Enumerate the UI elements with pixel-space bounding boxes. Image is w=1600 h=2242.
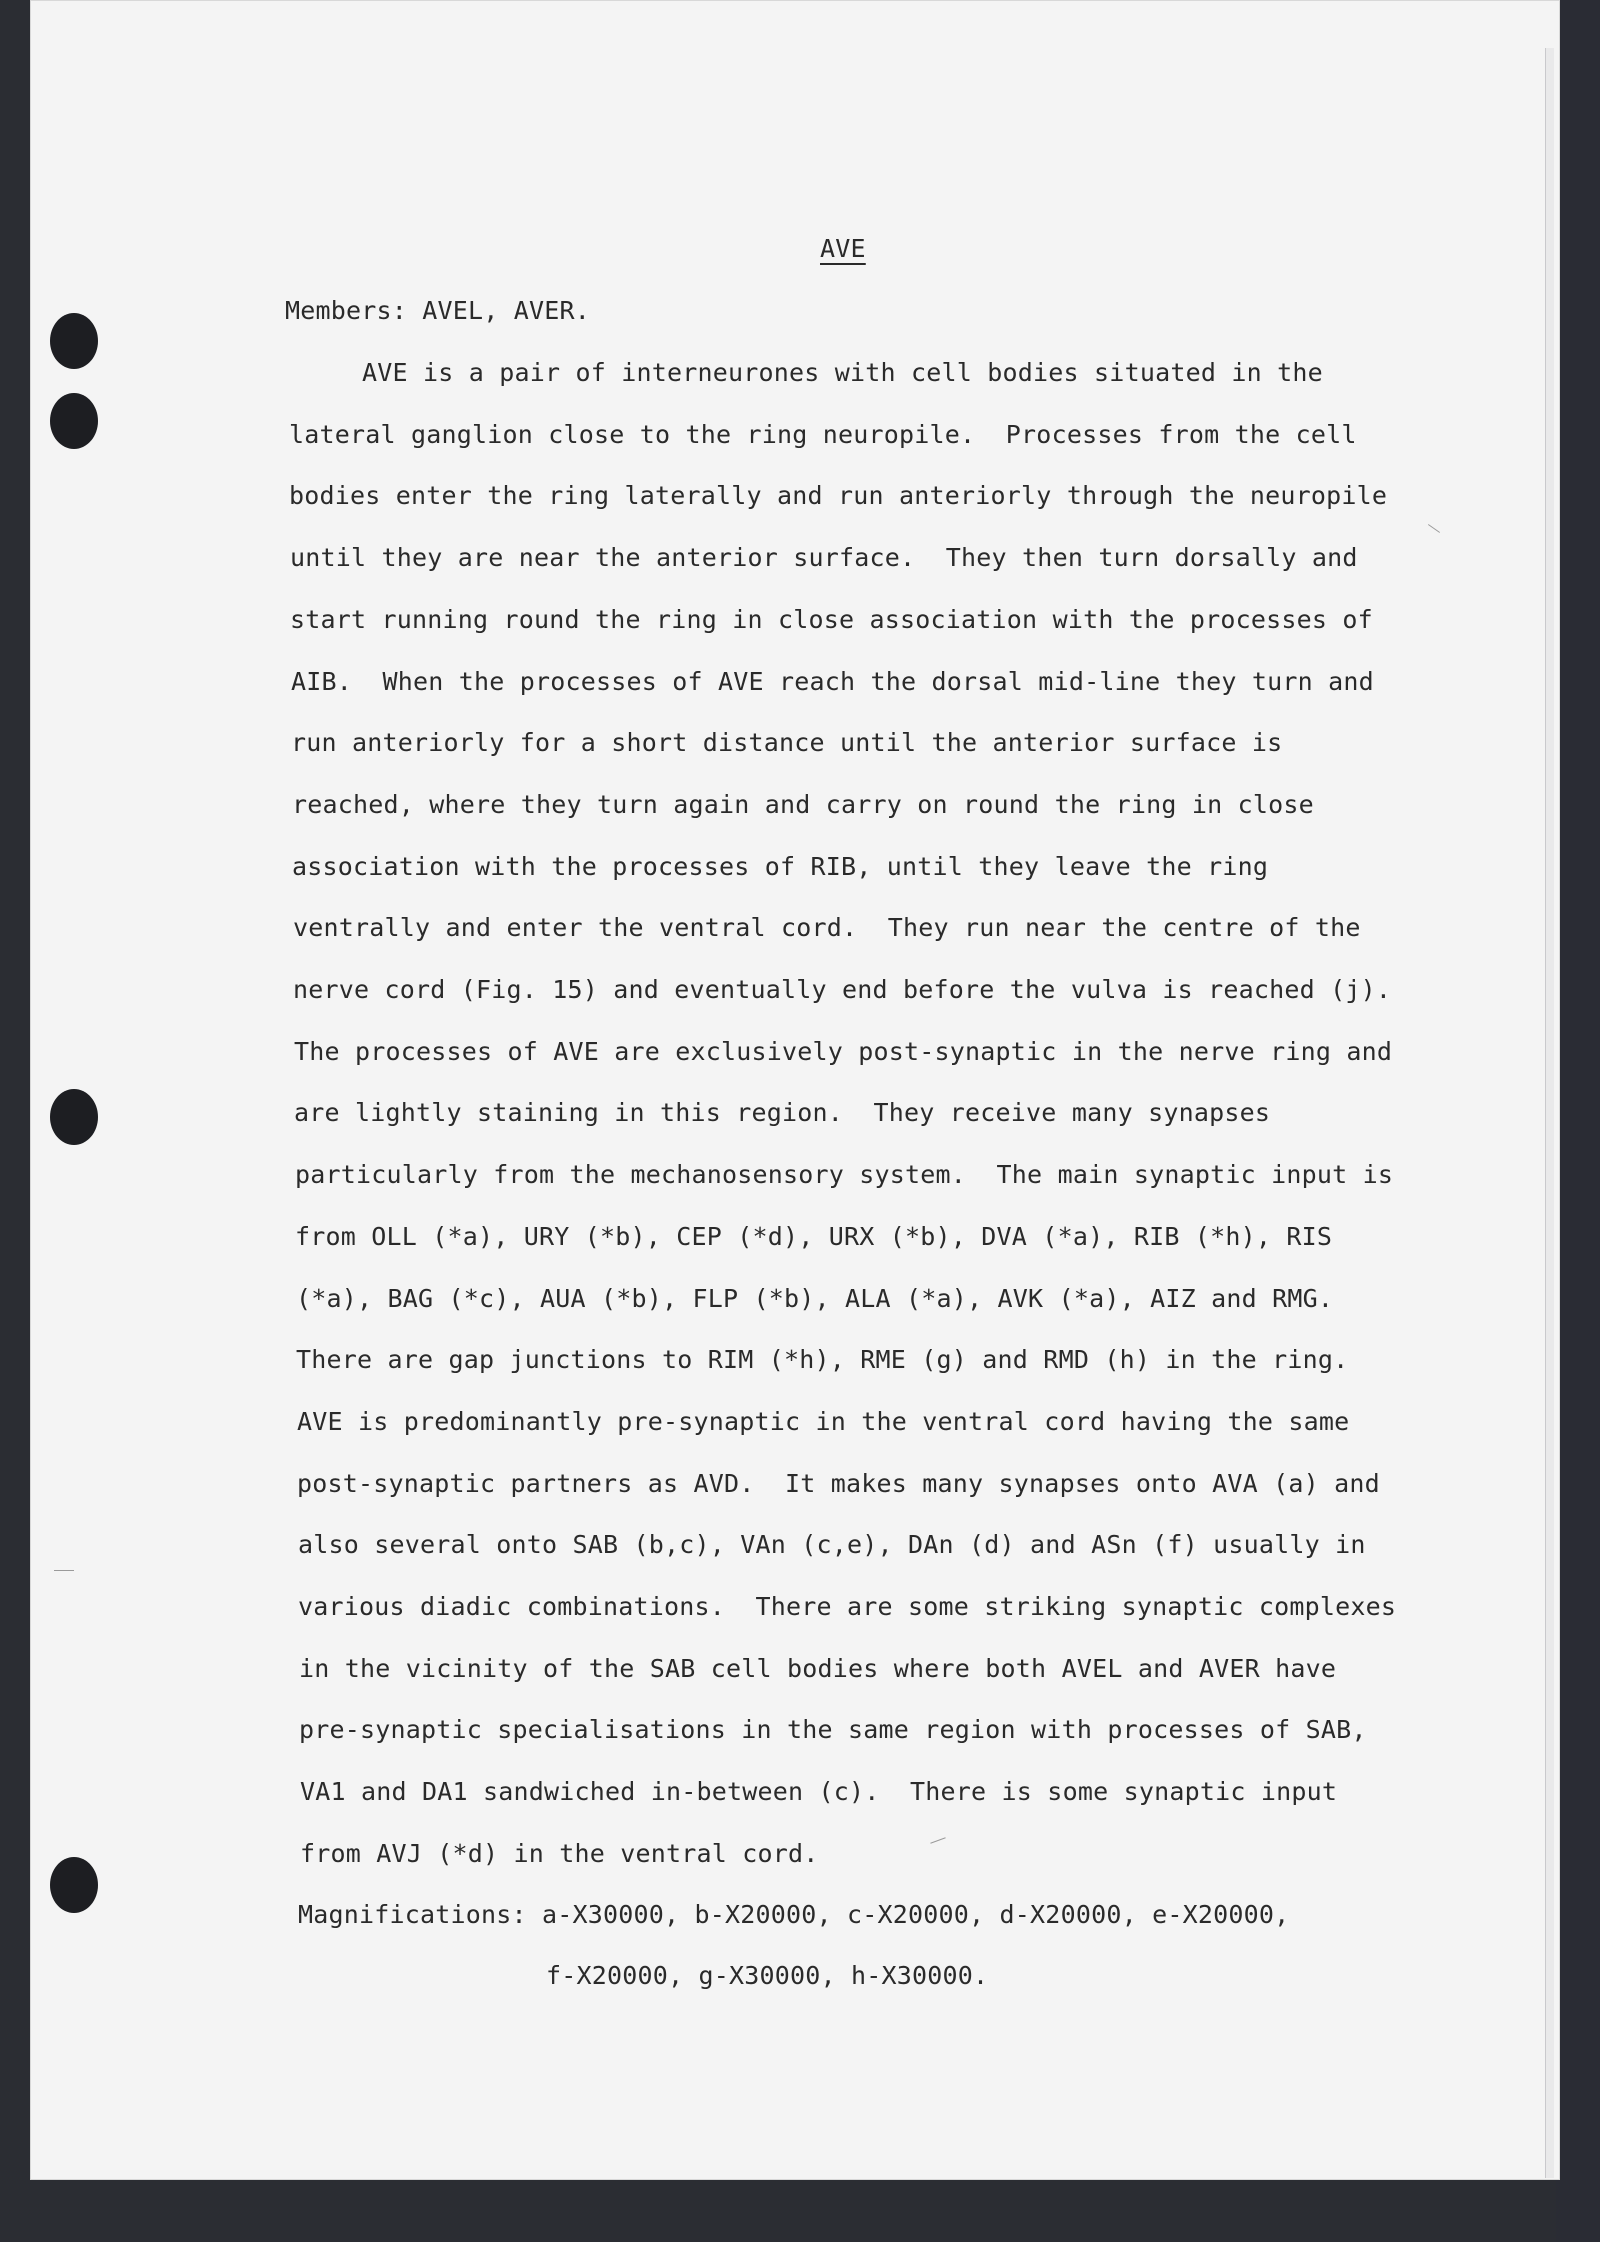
body-line: AIB. When the processes of AVE reach the dorsal mid-line they turn and [291,667,1374,696]
body-line: post-synaptic partners as AVD. It makes many synapses onto AVA (a) and [297,1469,1380,1498]
document-title: AVE [820,234,866,263]
body-line: lateral ganglion close to the ring neuropile. Processes from the cell [289,420,1357,449]
body-line: pre-synaptic specialisations in the same region with processes of SAB, [299,1715,1367,1744]
body-line: in the vicinity of the SAB cell bodies where both AVEL and AVER have [299,1654,1337,1683]
body-line: until they are near the anterior surface. They then turn dorsally and [290,543,1358,572]
body-line: AVE is predominantly pre-synaptic in the ventral cord having the same [297,1407,1350,1436]
body-line: (*a), BAG (*c), AUA (*b), FLP (*b), ALA (*a), AVK (*a), AIZ and RMG. [296,1284,1334,1313]
body-line: from AVJ (*d) in the ventral cord. [300,1839,819,1868]
body-line: The processes of AVE are exclusively post-synaptic in the nerve ring and [294,1037,1393,1066]
body-line: also several onto SAB (b,c), VAn (c,e), DAn (d) and ASn (f) usually in [298,1530,1366,1559]
punch-hole [50,313,98,369]
punch-hole [50,1857,98,1913]
magnifications-line-2: f-X20000, g-X30000, h-X30000. [546,1961,989,1990]
paper-edge [1545,48,1554,2178]
body-line: bodies enter the ring laterally and run anteriorly through the neuropile [289,481,1388,510]
body-line: There are gap junctions to RIM (*h), RME (g) and RMD (h) in the ring. [296,1345,1349,1374]
paper-mark [54,1570,74,1571]
body-line: from OLL (*a), URY (*b), CEP (*d), URX (*b), DVA (*a), RIB (*h), RIS [295,1222,1333,1251]
body-line: are lightly staining in this region. They receive many synapses [294,1098,1271,1127]
body-line: start running round the ring in close association with the processes of [290,605,1373,634]
paper-mark [1428,524,1440,533]
body-line: run anteriorly for a short distance until the anterior surface is [291,728,1283,757]
members-line: Members: AVEL, AVER. [285,296,591,325]
backdrop [1556,0,1600,2242]
punch-hole [50,1089,98,1145]
body-line: AVE is a pair of interneurones with cell bodies situated in the [362,358,1323,387]
paper-mark [930,1837,945,1843]
body-line: particularly from the mechanosensory system. The main synaptic input is [295,1160,1394,1189]
body-line: ventrally and enter the ventral cord. They run near the centre of the [293,913,1361,942]
body-line: association with the processes of RIB, until they leave the ring [292,852,1269,881]
magnifications-line-1: Magnifications: a-X30000, b-X20000, c-X20000, d-X20000, e-X20000, [298,1900,1290,1929]
punch-hole [50,393,98,449]
body-line: VA1 and DA1 sandwiched in-between (c). There is some synaptic input [300,1777,1338,1806]
body-line: reached, where they turn again and carry on round the ring in close [292,790,1314,819]
body-line: nerve cord (Fig. 15) and eventually end before the vulva is reached (j). [293,975,1392,1004]
body-line: various diadic combinations. There are some striking synaptic complexes [298,1592,1397,1621]
